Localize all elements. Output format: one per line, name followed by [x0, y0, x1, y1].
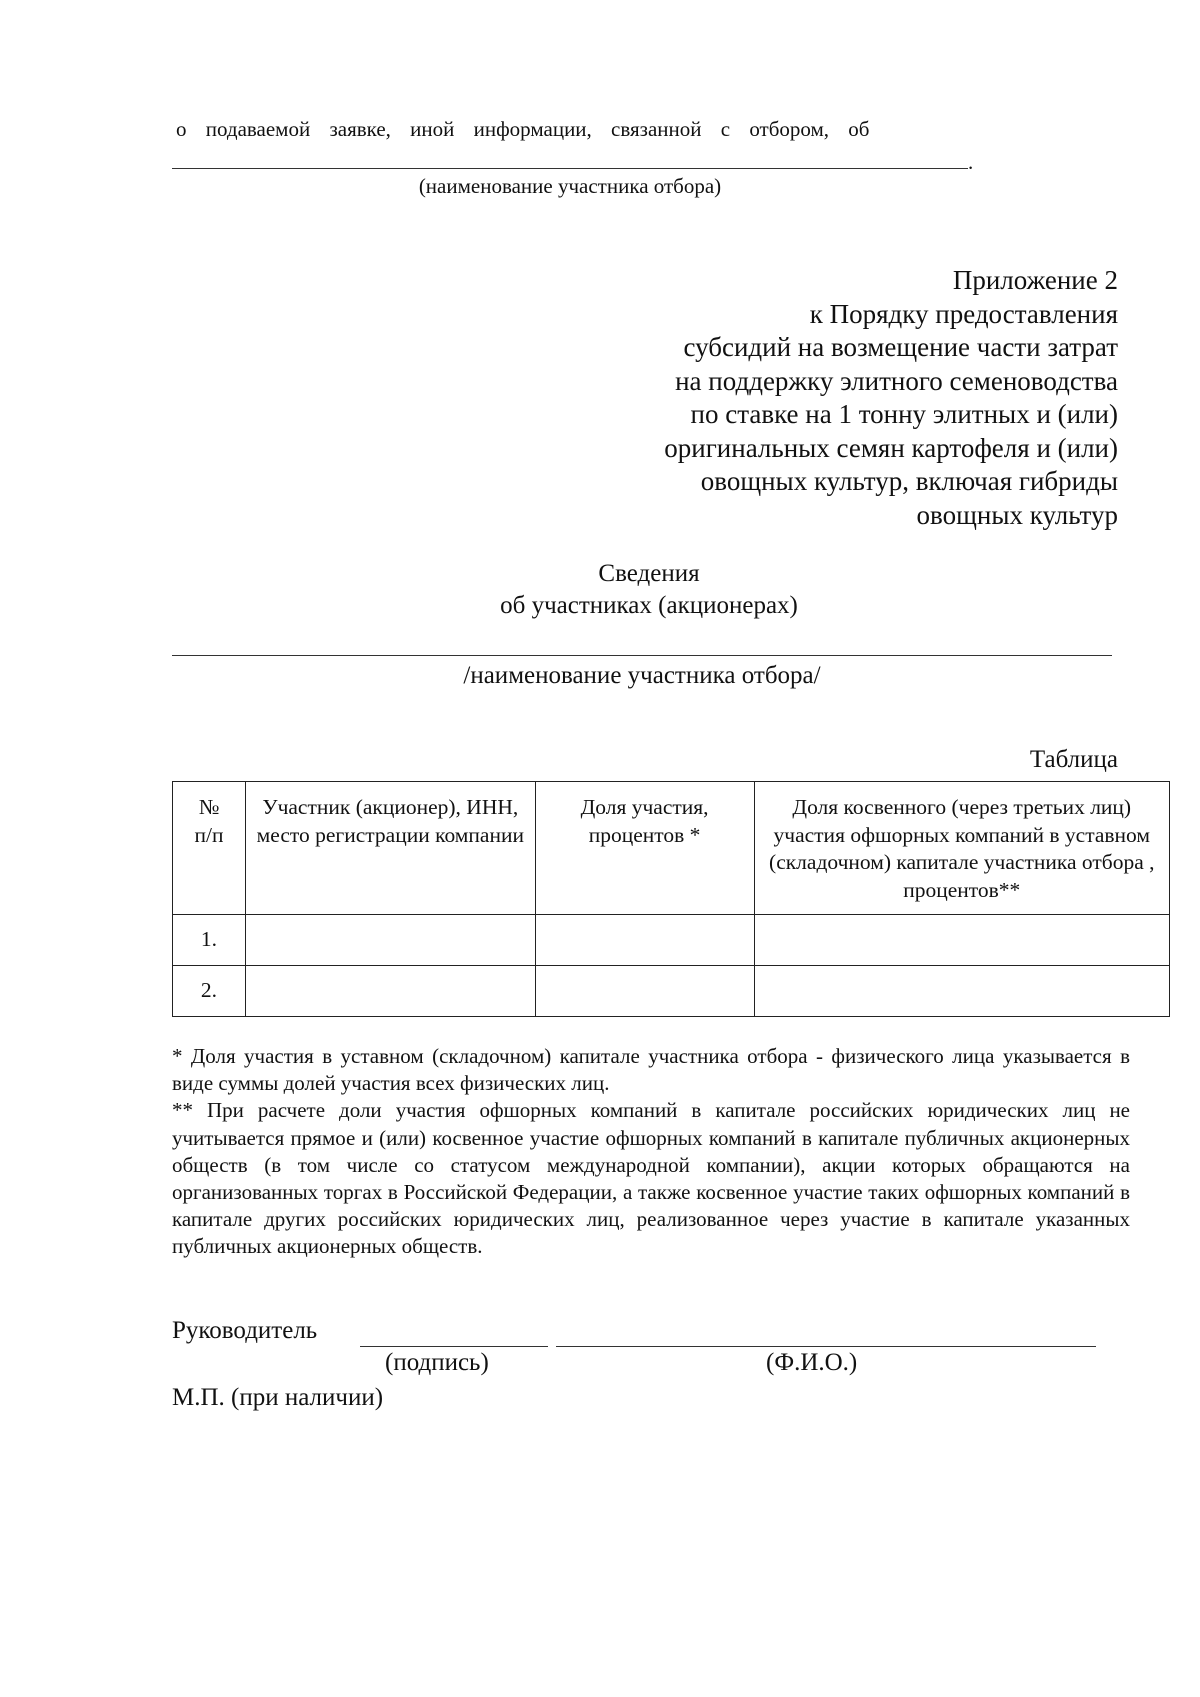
appendix-line: по ставке на 1 тонну элитных и (или): [690, 399, 1118, 429]
header-participant: Участник (акционер), ИНН, место регистрации компании: [245, 782, 535, 915]
table-label: Таблица: [1029, 746, 1118, 773]
signature-caption: (подпись): [385, 1349, 489, 1376]
header-share: Доля участия, процентов *: [535, 782, 754, 915]
participants-table: [172, 781, 1170, 1017]
footnote-1: * Доля участия в уставном (складочном) капитале участника отбора - физического лица указывается в виде суммы долей участия всех физических лиц.: [172, 1044, 1130, 1096]
table-cell[interactable]: [535, 966, 754, 1017]
participant-caption-top: (наименование участника отбора): [418, 174, 722, 198]
appendix-header: [558, 264, 1118, 532]
table-row: [173, 915, 1170, 966]
participant-blank-line-top: [172, 168, 968, 169]
table-cell[interactable]: [754, 966, 1169, 1017]
head-label: Руководитель: [172, 1317, 318, 1344]
name-line[interactable]: [556, 1346, 1096, 1347]
name-caption: (Ф.И.О.): [766, 1349, 858, 1376]
appendix-line: на поддержку элитного семеноводства: [675, 365, 1118, 396]
document-subtitle: об участниках (акционерах): [500, 592, 798, 619]
intro-text-line: о подаваемой заявке, иной информации, связанной с отбором, об: [176, 117, 870, 141]
document-title: Сведения: [598, 560, 700, 587]
table-header-row: [173, 782, 1170, 915]
table-cell[interactable]: [245, 915, 535, 966]
participant-name-line: [172, 655, 1112, 656]
table-cell[interactable]: [245, 966, 535, 1017]
blank-period: .: [968, 150, 974, 174]
appendix-line: оригинальных семян картофеля и (или): [664, 432, 1118, 463]
table-cell[interactable]: [535, 915, 754, 966]
header-offshore-share: Доля косвенного (через третьих лиц) участия офшорных компаний в уставном (складочном) капитале участника отбора , процентов**: [754, 782, 1169, 915]
appendix-line: к Порядку предоставления: [809, 298, 1118, 329]
appendix-line: овощных культур, включая гибриды: [700, 466, 1118, 496]
row-number: 2.: [173, 966, 246, 1017]
row-number: 1.: [173, 915, 246, 966]
stamp-label: М.П. (при наличии): [172, 1384, 384, 1411]
table-row: [173, 966, 1170, 1017]
signature-line[interactable]: [360, 1346, 548, 1347]
appendix-line: Приложение 2: [952, 265, 1118, 295]
appendix-line: овощных культур: [916, 499, 1118, 530]
appendix-line: субсидий на возмещение части затрат: [683, 332, 1118, 362]
table-cell[interactable]: [754, 915, 1169, 966]
footnotes: [172, 1043, 1130, 1261]
header-number: № п/п: [173, 782, 246, 915]
footnote-2: ** При расчете доли участия офшорных компаний в капитале российских юридических лиц не учитывается прямое и (или) косвенное участие офшорных компаний в капитале публичных акционерных обществ (в том числе со статусом международной компании), акции которых обращаются на организованных торгах в Российской Федерации, а также косвенное участие таких офшорных компаний в капитале других российских юридических лиц, реализованное через участие в капитале указанных публичных акционерных обществ.: [172, 1098, 1130, 1259]
participant-name-caption: /наименование участника отбора/: [463, 662, 821, 689]
